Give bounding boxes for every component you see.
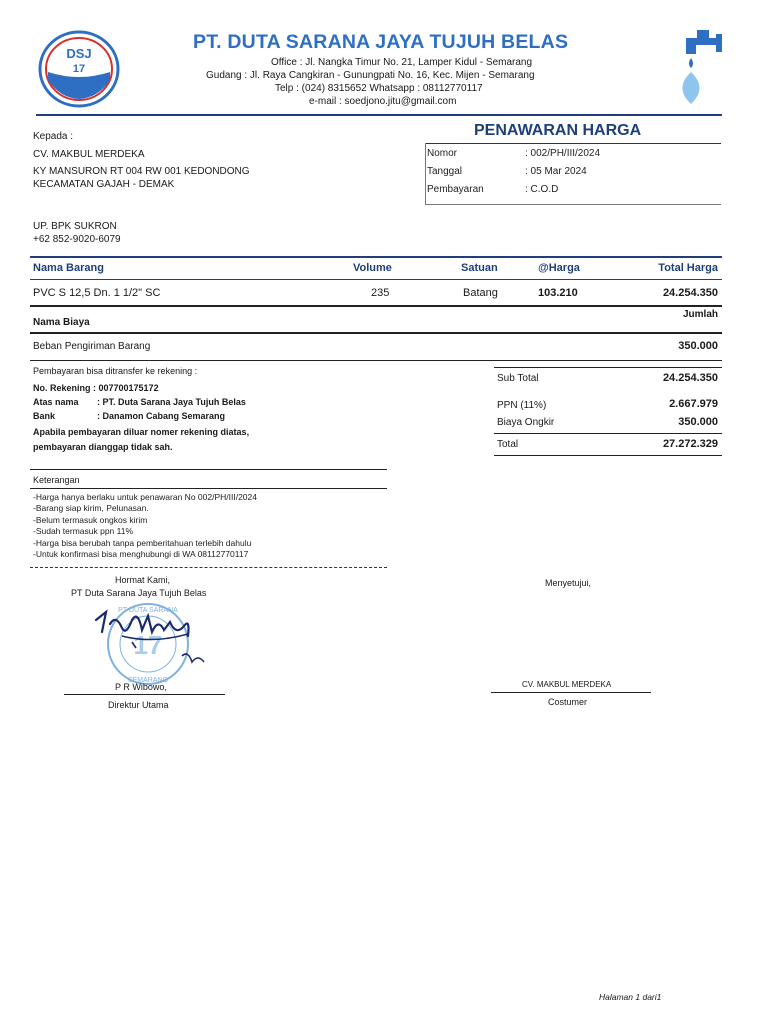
note-line: -Harga bisa berubah tanpa pemberitahuan terlebih dahulu (33, 537, 252, 548)
signer-name: P R Wibowo, (115, 682, 167, 692)
col-jumlah: Jumlah (682, 309, 718, 320)
notes-title: Keterangan (33, 475, 80, 485)
tanggal-value: : 05 Mar 2024 (525, 166, 587, 177)
phone-line: Telp : (024) 8315652 Whatsapp : 08112770117 (275, 83, 483, 94)
logo-text: DSJ (66, 46, 92, 61)
note-line: -Sudah termasuk ppn 11% (33, 526, 134, 537)
payment-rekening: No. Rekening : 007700175172 (33, 383, 159, 393)
menyetujui: Menyetujui, (545, 578, 592, 588)
total-bottom-line (494, 455, 722, 456)
doc-info-bottom (425, 204, 721, 205)
subtotal-label: Sub Total (497, 373, 539, 384)
warehouse-address: Gudang : Jl. Raya Cangkiran - Gunungpati No. 16, Kec. Mijen - Semarang (206, 70, 535, 81)
biaya-nama: Beban Pengiriman Barang (33, 341, 151, 352)
page-number: Halaman 1 dari1 (599, 992, 662, 1002)
bank-value: : Danamon Cabang Semarang (97, 411, 226, 421)
company-logo (38, 30, 120, 108)
recipient-name: CV. MAKBUL MERDEKA (33, 149, 145, 160)
customer-line (491, 692, 651, 693)
note-line: -Untuk konfirmasi bisa menghubungi di WA 08112770117 (33, 549, 249, 560)
col-total-harga: Total Harga (658, 262, 718, 274)
title-underline (425, 143, 721, 144)
ppn-value: 2.667.979 (669, 398, 718, 410)
recipient-phone: +62 852-9020-6079 (33, 234, 121, 245)
atas-nama-label: Atas nama (33, 397, 79, 407)
notes-dashed-line (30, 567, 387, 568)
kepada-label: Kepada : (33, 131, 74, 142)
doc-info-border (425, 143, 426, 204)
office-address: Office : Jl. Nangka Timur No. 21, Lamper Kidul - Semarang (271, 57, 533, 68)
logo-number: 17 (72, 63, 86, 75)
hormat-kami: Hormat Kami, (115, 575, 171, 585)
item-satuan: Batang (463, 287, 498, 299)
col-satuan: Satuan (461, 262, 498, 274)
subtotal-value: 24.254.350 (662, 372, 718, 384)
ppn-label: PPN (11%) (497, 400, 547, 411)
col-nama-barang: Nama Barang (33, 262, 104, 274)
col-volume: Volume (353, 262, 392, 274)
items-bottom-line (30, 305, 722, 307)
signature-company: PT Duta Sarana Jaya Tujuh Belas (71, 588, 207, 598)
total-label: Total (497, 439, 519, 450)
nomor-label: Nomor (427, 148, 458, 159)
items-header-line (30, 279, 722, 280)
notes-top-line (30, 469, 387, 470)
col-nama-biaya: Nama Biaya (33, 317, 90, 328)
handwritten-signature (92, 606, 212, 676)
water-tap-icon (676, 28, 726, 108)
tanggal-label: Tanggal (427, 166, 463, 177)
svg-text:17: 17 (133, 630, 163, 660)
signer-line (64, 694, 225, 695)
item-total: 24.254.350 (662, 287, 718, 299)
note-line: -Belum termasuk ongkos kirim (33, 514, 148, 525)
items-top-line (30, 256, 722, 258)
signer-title: Direktur Utama (108, 700, 169, 710)
bank-label: Bank (33, 411, 56, 421)
recipient-up: UP. BPK SUKRON (33, 221, 117, 232)
biaya-jumlah: 350.000 (678, 340, 718, 352)
payment-warning-1: Apabila pembayaran diluar nomer rekening diatas, (33, 427, 250, 437)
customer-name: CV. MAKBUL MERDEKA (522, 680, 612, 689)
item-volume: 235 (371, 287, 390, 299)
recipient-address-1: KY MANSURON RT 004 RW 001 KEDONDONG (33, 166, 250, 177)
nomor-value: : 002/PH/III/2024 (525, 148, 601, 159)
ongkir-label: Biaya Ongkir (497, 417, 555, 428)
item-harga: 103.210 (538, 287, 578, 299)
pembayaran-label: Pembayaran (427, 184, 484, 195)
atas-nama-value: : PT. Duta Sarana Jaya Tujuh Belas (97, 397, 246, 407)
total-value: 27.272.329 (662, 438, 718, 450)
recipient-address-2: KECAMATAN GAJAH - DEMAK (33, 179, 175, 190)
svg-text:PT DUTA SARANA: PT DUTA SARANA (118, 607, 178, 614)
note-line: -Barang siap kirim, Pelunasan. (33, 503, 149, 514)
email-line: e-mail : soedjono.jitu@gmail.com (309, 96, 457, 107)
pembayaran-value: : C.O.D (525, 184, 559, 195)
notes-title-line (30, 488, 387, 489)
header-divider (36, 114, 722, 116)
item-nama: PVC S 12,5 Dn. 1 1/2" SC (33, 287, 161, 299)
document-title: PENAWARAN HARGA (474, 122, 642, 139)
biaya-header-line (30, 332, 722, 334)
col-harga: @Harga (538, 262, 580, 274)
totals-top-line (494, 367, 722, 368)
biaya-bottom-line (30, 360, 722, 361)
notes-list (33, 492, 257, 560)
company-name: PT. DUTA SARANA JAYA TUJUH BELAS (193, 31, 569, 53)
payment-intro: Pembayaran bisa ditransfer ke rekening : (33, 366, 198, 376)
total-top-line (494, 433, 722, 434)
svg-text:SEMARANG: SEMARANG (127, 677, 169, 684)
note-line: -Harga hanya berlaku untuk penawaran No 002/PH/III/2024 (33, 492, 257, 502)
payment-warning-2: pembayaran dianggap tidak sah. (33, 442, 173, 452)
ongkir-value: 350.000 (678, 416, 718, 428)
customer-title: Costumer (548, 697, 588, 707)
